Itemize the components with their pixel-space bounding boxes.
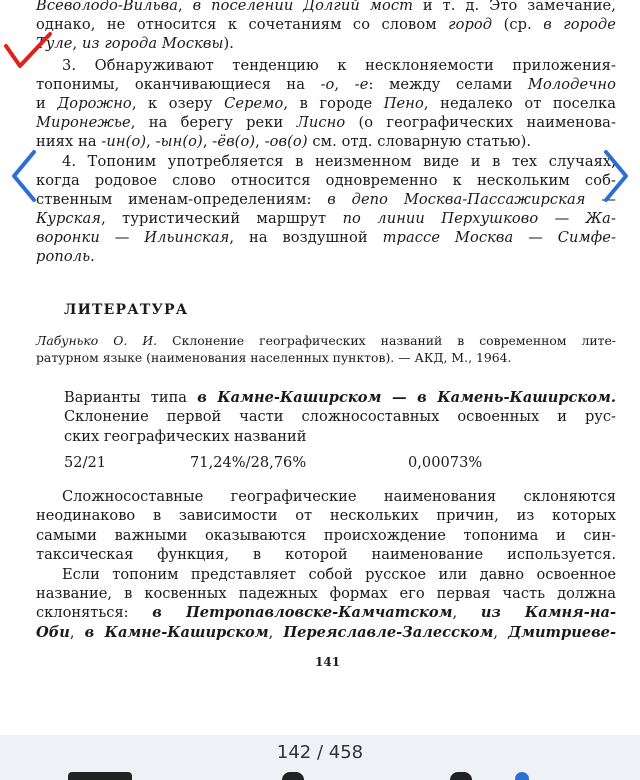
- text-line: 4. Топоним употребляется в неизменном виде и в тех случаях,: [62, 153, 616, 170]
- text-line: и Дорожно, к озеру Серемо, в городе Пено, недалеко от поселка: [36, 95, 616, 113]
- text-line: Оби, в Камне-Каширском, Переяславле-Залесском, Дмитриеве-: [36, 623, 617, 641]
- text-line: таксическая функция, в которой наименование используется.: [36, 546, 616, 564]
- text-line: Курская, туристический маршрут по линии Перхушково — Жа-: [36, 210, 616, 228]
- text-line: склоняться: в Петропавловске-Камчатском, из Камня-на-: [36, 604, 616, 622]
- stat-frequency: 0,00073%: [408, 454, 483, 471]
- variants-block: [64, 388, 616, 446]
- text-line: ственным именам-определениям: в депо Москва-Пассажирская —: [36, 191, 616, 209]
- text-line: Если топоним представляет собой русское или давно освоенное: [62, 565, 616, 583]
- toolbar-button[interactable]: [282, 772, 304, 780]
- text-line: Склонение первой части сложносоставных освоенных и рус-: [64, 408, 616, 426]
- text-line: когда родовое слово относится одновременно к нескольким соб-: [36, 172, 616, 190]
- body-paragraph: [36, 487, 616, 642]
- toolbar-button[interactable]: [515, 772, 529, 780]
- text-line: однако, не относится к сочетаниям со словом город (ср. в городе: [36, 16, 617, 34]
- printed-page-number: 141: [315, 655, 341, 669]
- text-line: самыми важными оказываются происхождение топонима и син-: [36, 526, 616, 544]
- text-line: воронки — Ильинская, на воздушной трассе Москва — Симфе-: [36, 229, 617, 247]
- chevron-right-icon[interactable]: [602, 148, 630, 204]
- checkmark-annotation-icon: [2, 30, 54, 76]
- text-line: Всеволодо-Вильва, в поселении Долгий мост и т. д. Это замечание,: [36, 0, 616, 14]
- text-line: Варианты типа в Камне-Каширском — в Камень-Каширском.: [64, 389, 616, 406]
- text-line: ских географических названий: [64, 427, 307, 445]
- text-line: 3. Обнаруживают тенденцию к несклоняемости приложения-: [62, 57, 616, 74]
- text-line: ратурном языке (наименования населенных пунктов). — АКД, М., 1964.: [36, 350, 512, 365]
- text-line: Туле, из города Москвы).: [36, 35, 235, 53]
- text-line: рополь.: [36, 248, 95, 266]
- text-line: Сложносоставные географические наименования склоняются: [62, 488, 616, 505]
- toolbar-button[interactable]: [450, 772, 472, 780]
- section-heading: ЛИТЕРАТУРА: [64, 302, 189, 318]
- paragraph-item-3: [36, 56, 616, 151]
- text-line: ниях на -ин(о), -ын(о), -ёв(о), -ов(о) см. отд. словарную статью).: [36, 133, 532, 151]
- stat-ratio: 52/21: [64, 454, 107, 471]
- stat-percent: 71,24%/28,76%: [190, 454, 307, 471]
- text-line: Лабунько О. И. Склонение географических названий в современном лите-: [36, 333, 616, 348]
- top-paragraph: [36, 0, 616, 53]
- statistics-row: [64, 454, 616, 474]
- page-counter: 142 / 458: [276, 742, 364, 763]
- toolbar-button[interactable]: [68, 772, 132, 780]
- chevron-left-icon[interactable]: [10, 148, 38, 204]
- text-line: название, в косвенных падежных формах его первая часть должна: [36, 585, 616, 603]
- text-line: неодинаково в зависимости от нескольких причин, из которых: [36, 507, 616, 525]
- paragraph-item-4: [36, 152, 616, 267]
- bibliography-entry: [36, 332, 616, 366]
- text-line: Миронежье, на берегу реки Лисно (о географических наименова-: [36, 114, 616, 132]
- text-line: топонимы, оканчивающиеся на -о, -е: между селами Молодечно: [36, 76, 616, 94]
